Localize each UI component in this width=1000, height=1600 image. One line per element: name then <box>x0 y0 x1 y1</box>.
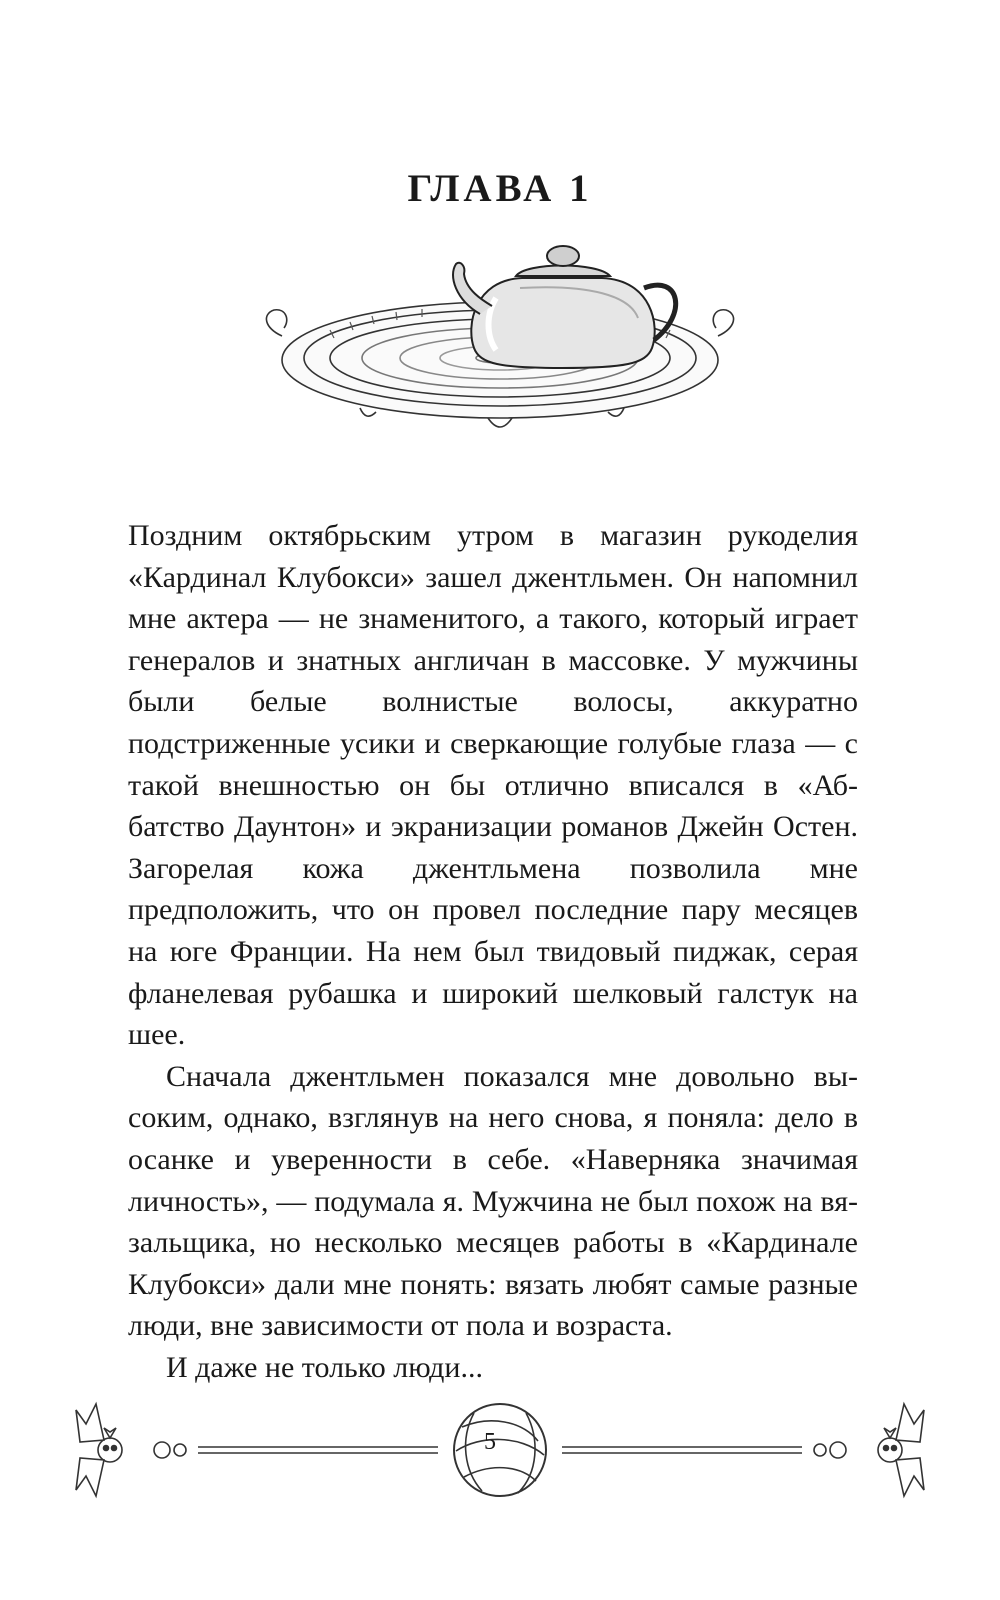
paragraph-3: И даже не только люди... <box>166 1350 483 1384</box>
page-number: 5 <box>484 1429 496 1455</box>
teapot-on-tray-icon <box>260 218 740 448</box>
chapter-title: ГЛАВА 1 <box>407 167 593 210</box>
paragraph-2: Сначала джентльмен показался мне довольно высоким, однако, взглянув на него снова, я поняла: дело в осанке и уверенности в себе. «Наверняка значимая личность», — подумала я. Мужчина не был похож на вязальщика, но несколько месяцев работы в «Кардинале Клубокси» дали мне понять: вязать любят самые разные люди, вне зависимости от пола и возраста. <box>128 1059 858 1343</box>
body-text <box>128 515 858 1388</box>
paragraph-1: Поздним октябрьским утром в магазин рукоделия «Кардинал Клубокси» зашел джентльмен. Он напомнил мне актера — не знаменитого, а такого, который играет генералов и знатных англичан в массовке. У мужчины были белые волнистые волосы, аккуратно подстриженные усики и сверкающие голубые глаза — с такой внешностью он бы отлично вписался в «Аббатство Даунтон» и экранизации романов Джейн Остен. Загорелая кожа джентльмена позволила мне предположить, что он провел последние пару месяцев на юге Франции. На нем был твидовый пиджак, серая фланелевая рубашка и широкий шелковый галстук на шее. <box>128 519 858 1052</box>
